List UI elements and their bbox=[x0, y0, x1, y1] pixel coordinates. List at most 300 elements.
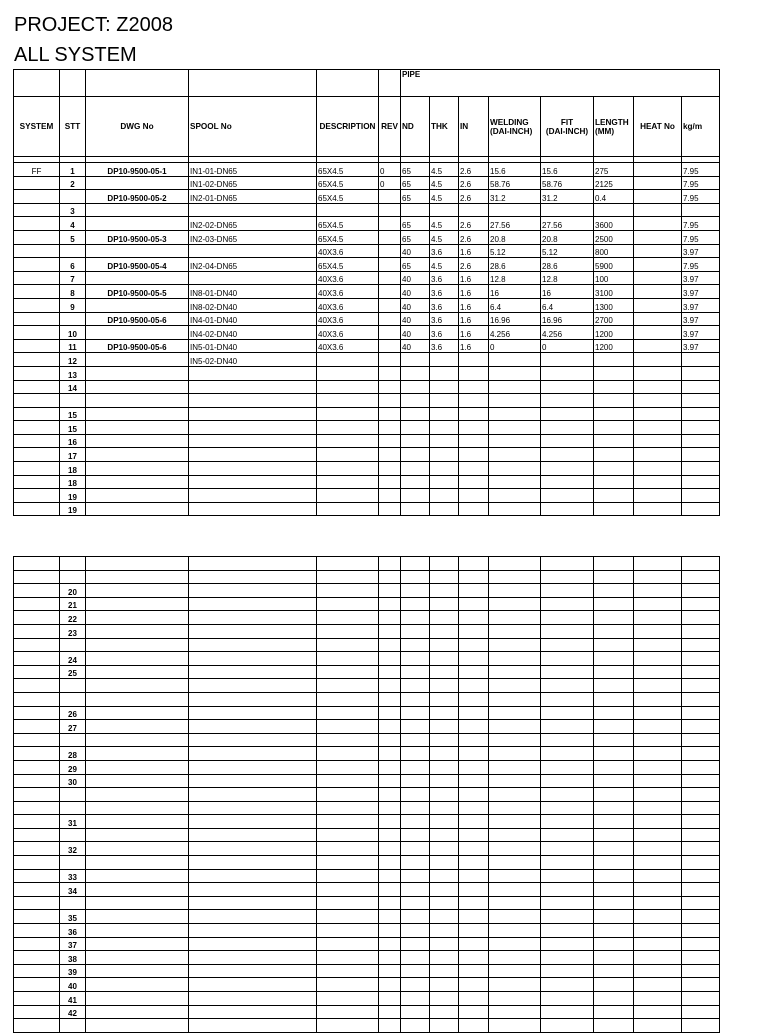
cell-len: 3600 bbox=[594, 217, 634, 231]
table-row bbox=[14, 584, 720, 598]
cell-thk: 4.5 bbox=[430, 217, 459, 231]
cell-empty bbox=[86, 978, 189, 992]
cell-len: 2125 bbox=[594, 176, 634, 190]
cell-spool: IN2-04-DN65 bbox=[189, 258, 317, 272]
cell-empty bbox=[489, 828, 541, 842]
cell-empty bbox=[430, 624, 459, 638]
cell-heat bbox=[634, 407, 682, 421]
cell-empty bbox=[634, 584, 682, 598]
cell-empty bbox=[430, 856, 459, 870]
cell-empty bbox=[317, 924, 379, 938]
cell-empty bbox=[379, 924, 401, 938]
cell-empty bbox=[489, 652, 541, 666]
cell-empty bbox=[86, 815, 189, 829]
cell-thk: 3.6 bbox=[430, 285, 459, 299]
cell-stt: 23 bbox=[60, 624, 86, 638]
cell-stt: 6 bbox=[60, 258, 86, 272]
col-welding: WELDING (DAI-INCH) bbox=[489, 97, 541, 157]
cell-empty bbox=[317, 801, 379, 815]
cell-empty bbox=[594, 760, 634, 774]
cell-thk bbox=[430, 434, 459, 448]
cell-empty bbox=[14, 788, 60, 802]
col-heat-no: HEAT No bbox=[634, 97, 682, 157]
cell-stt: 36 bbox=[60, 924, 86, 938]
cell-desc bbox=[317, 489, 379, 503]
cell-empty bbox=[682, 706, 720, 720]
cell-empty bbox=[489, 883, 541, 897]
cell-kgm: 7.95 bbox=[682, 217, 720, 231]
cell-empty bbox=[634, 924, 682, 938]
table-row bbox=[14, 611, 720, 625]
cell-dwg bbox=[86, 462, 189, 476]
cell-desc: 40X3.6 bbox=[317, 271, 379, 285]
cell-empty bbox=[14, 557, 60, 571]
cell-empty bbox=[379, 1019, 401, 1033]
cell-empty bbox=[189, 733, 317, 747]
cell-heat bbox=[634, 353, 682, 367]
cell-empty bbox=[189, 692, 317, 706]
cell-empty bbox=[317, 706, 379, 720]
cell-empty bbox=[459, 611, 489, 625]
cell-empty bbox=[430, 992, 459, 1006]
cell-empty bbox=[682, 747, 720, 761]
cell-stt: 32 bbox=[60, 842, 86, 856]
cell-empty bbox=[594, 652, 634, 666]
cell-empty bbox=[401, 611, 430, 625]
cell-empty bbox=[594, 1019, 634, 1033]
cell-desc: 65X4.5 bbox=[317, 163, 379, 177]
cell-empty bbox=[489, 842, 541, 856]
cell-empty bbox=[317, 597, 379, 611]
cell-fit: 58.76 bbox=[541, 176, 594, 190]
cell-empty bbox=[86, 951, 189, 965]
cell-empty bbox=[317, 652, 379, 666]
cell-heat bbox=[634, 394, 682, 408]
cell-empty bbox=[401, 638, 430, 652]
cell-in bbox=[459, 448, 489, 462]
cell-stt: 4 bbox=[60, 217, 86, 231]
cell-empty bbox=[317, 665, 379, 679]
cell-empty bbox=[430, 964, 459, 978]
cell-desc bbox=[317, 448, 379, 462]
cell-len bbox=[594, 366, 634, 380]
cell-empty bbox=[459, 924, 489, 938]
table-row bbox=[14, 978, 720, 992]
cell-rev: 0 bbox=[379, 176, 401, 190]
cell-empty bbox=[317, 788, 379, 802]
table-row bbox=[14, 964, 720, 978]
cell-stt: 41 bbox=[60, 992, 86, 1006]
cell-in bbox=[459, 489, 489, 503]
cell-empty bbox=[189, 747, 317, 761]
table-row bbox=[14, 421, 720, 435]
cell-weld: 12.8 bbox=[489, 271, 541, 285]
cell-empty bbox=[86, 638, 189, 652]
cell-empty bbox=[430, 801, 459, 815]
cell-empty bbox=[459, 815, 489, 829]
cell-empty bbox=[634, 597, 682, 611]
cell-kgm bbox=[682, 394, 720, 408]
table-row bbox=[14, 597, 720, 611]
cell-stt: 8 bbox=[60, 285, 86, 299]
cell-empty bbox=[430, 815, 459, 829]
cell-rev: 0 bbox=[379, 163, 401, 177]
cell-empty bbox=[14, 665, 60, 679]
cell-empty bbox=[459, 896, 489, 910]
cell-empty bbox=[541, 597, 594, 611]
cell-in: 1.6 bbox=[459, 312, 489, 326]
cell-kgm bbox=[682, 475, 720, 489]
cell-empty bbox=[401, 937, 430, 951]
cell-empty bbox=[489, 692, 541, 706]
pipe-group-header-row bbox=[14, 70, 720, 97]
cell-stt bbox=[60, 570, 86, 584]
cell-empty bbox=[430, 978, 459, 992]
cell-empty bbox=[189, 801, 317, 815]
cell-in bbox=[459, 462, 489, 476]
cell-empty bbox=[379, 570, 401, 584]
cell-empty bbox=[634, 1005, 682, 1019]
cell-empty bbox=[401, 869, 430, 883]
cell-nd: 40 bbox=[401, 271, 430, 285]
cell-system bbox=[14, 190, 60, 204]
cell-weld bbox=[489, 366, 541, 380]
cell-in: 2.6 bbox=[459, 230, 489, 244]
cell-empty bbox=[459, 1019, 489, 1033]
cell-empty bbox=[317, 760, 379, 774]
cell-desc: 40X3.6 bbox=[317, 312, 379, 326]
cell-kgm: 3.97 bbox=[682, 312, 720, 326]
cell-nd: 65 bbox=[401, 176, 430, 190]
cell-heat bbox=[634, 230, 682, 244]
cell-empty bbox=[594, 828, 634, 842]
cell-thk: 4.5 bbox=[430, 190, 459, 204]
cell-empty bbox=[594, 869, 634, 883]
cell-stt: 22 bbox=[60, 611, 86, 625]
cell-empty bbox=[594, 992, 634, 1006]
cell-empty bbox=[86, 611, 189, 625]
cell-nd bbox=[401, 203, 430, 217]
cell-empty bbox=[634, 774, 682, 788]
cell-stt bbox=[60, 788, 86, 802]
cell-empty bbox=[541, 1019, 594, 1033]
cell-empty bbox=[14, 964, 60, 978]
cell-kgm bbox=[682, 366, 720, 380]
cell-empty bbox=[430, 883, 459, 897]
cell-empty bbox=[430, 760, 459, 774]
cell-empty bbox=[379, 856, 401, 870]
cell-heat bbox=[634, 489, 682, 503]
cell-desc bbox=[317, 407, 379, 421]
table-row bbox=[14, 788, 720, 802]
cell-empty bbox=[189, 978, 317, 992]
table-row bbox=[14, 828, 720, 842]
table-row bbox=[14, 366, 720, 380]
cell-empty bbox=[317, 720, 379, 734]
cell-stt: 30 bbox=[60, 774, 86, 788]
cell-empty bbox=[14, 638, 60, 652]
cell-nd bbox=[401, 434, 430, 448]
cell-stt bbox=[60, 733, 86, 747]
cell-empty bbox=[594, 720, 634, 734]
cell-thk bbox=[430, 353, 459, 367]
cell-empty bbox=[459, 557, 489, 571]
cell-empty bbox=[401, 624, 430, 638]
cell-empty bbox=[489, 951, 541, 965]
cell-empty bbox=[379, 747, 401, 761]
cell-empty bbox=[594, 692, 634, 706]
cell-fit: 6.4 bbox=[541, 298, 594, 312]
cell-empty bbox=[430, 828, 459, 842]
cell-empty bbox=[14, 815, 60, 829]
cell-stt: 38 bbox=[60, 951, 86, 965]
cell-empty bbox=[459, 828, 489, 842]
cell-empty bbox=[489, 584, 541, 598]
cell-empty bbox=[189, 570, 317, 584]
cell-empty bbox=[594, 815, 634, 829]
cell-fit bbox=[541, 353, 594, 367]
cell-empty bbox=[189, 584, 317, 598]
cell-system bbox=[14, 176, 60, 190]
cell-len: 2500 bbox=[594, 230, 634, 244]
cell-empty bbox=[430, 869, 459, 883]
cell-in bbox=[459, 394, 489, 408]
cell-empty bbox=[594, 924, 634, 938]
cell-stt: 34 bbox=[60, 883, 86, 897]
cell-thk: 4.5 bbox=[430, 163, 459, 177]
cell-stt: 28 bbox=[60, 747, 86, 761]
cell-dwg bbox=[86, 380, 189, 394]
cell-spool: IN2-01-DN65 bbox=[189, 190, 317, 204]
table-row bbox=[14, 856, 720, 870]
cell-empty bbox=[541, 611, 594, 625]
cell-empty bbox=[189, 638, 317, 652]
cell-weld bbox=[489, 394, 541, 408]
cell-empty bbox=[14, 760, 60, 774]
cell-empty bbox=[14, 869, 60, 883]
table-row bbox=[14, 760, 720, 774]
cell-empty bbox=[634, 856, 682, 870]
cell-in: 2.6 bbox=[459, 217, 489, 231]
cell-empty bbox=[459, 883, 489, 897]
cell-empty bbox=[86, 1005, 189, 1019]
cell-fit: 5.12 bbox=[541, 244, 594, 258]
cell-rev bbox=[379, 421, 401, 435]
cell-stt: 29 bbox=[60, 760, 86, 774]
table-row bbox=[14, 706, 720, 720]
cell-len: 1200 bbox=[594, 339, 634, 353]
cell-desc: 65X4.5 bbox=[317, 190, 379, 204]
cell-empty bbox=[459, 679, 489, 693]
cell-kgm: 7.95 bbox=[682, 176, 720, 190]
cell-empty bbox=[634, 978, 682, 992]
cell-empty bbox=[86, 964, 189, 978]
cell-empty bbox=[189, 815, 317, 829]
cell-system bbox=[14, 217, 60, 231]
cell-fit bbox=[541, 366, 594, 380]
cell-empty bbox=[430, 733, 459, 747]
cell-empty bbox=[430, 747, 459, 761]
cell-empty bbox=[317, 869, 379, 883]
cell-empty bbox=[430, 788, 459, 802]
cell-empty bbox=[594, 665, 634, 679]
cell-stt: 2 bbox=[60, 176, 86, 190]
cell-len bbox=[594, 489, 634, 503]
cell-len: 100 bbox=[594, 271, 634, 285]
cell-heat bbox=[634, 326, 682, 340]
col-stt: STT bbox=[60, 97, 86, 157]
cell-spool bbox=[189, 394, 317, 408]
cell-empty bbox=[459, 992, 489, 1006]
table-row bbox=[14, 557, 720, 571]
cell-empty bbox=[14, 910, 60, 924]
cell-rev bbox=[379, 475, 401, 489]
cell-desc: 65X4.5 bbox=[317, 230, 379, 244]
cell-empty bbox=[86, 720, 189, 734]
cell-in: 2.6 bbox=[459, 258, 489, 272]
col-kg-per-m: kg/m bbox=[682, 97, 720, 157]
cell-stt: 13 bbox=[60, 366, 86, 380]
cell-stt: 9 bbox=[60, 298, 86, 312]
cell-len: 2700 bbox=[594, 312, 634, 326]
cell-desc bbox=[317, 353, 379, 367]
cell-rev bbox=[379, 190, 401, 204]
cell-empty bbox=[317, 828, 379, 842]
cell-empty bbox=[682, 774, 720, 788]
cell-empty bbox=[634, 652, 682, 666]
cell-kgm bbox=[682, 421, 720, 435]
cell-empty bbox=[594, 801, 634, 815]
cell-empty bbox=[189, 774, 317, 788]
cell-empty bbox=[594, 788, 634, 802]
cell-empty bbox=[594, 937, 634, 951]
cell-empty bbox=[430, 924, 459, 938]
table-row bbox=[14, 774, 720, 788]
cell-system bbox=[14, 244, 60, 258]
cell-rev bbox=[379, 244, 401, 258]
cell-heat bbox=[634, 502, 682, 516]
cell-empty bbox=[14, 924, 60, 938]
cell-stt bbox=[60, 896, 86, 910]
cell-desc bbox=[317, 462, 379, 476]
cell-in bbox=[459, 366, 489, 380]
cell-heat bbox=[634, 244, 682, 258]
cell-weld: 58.76 bbox=[489, 176, 541, 190]
cell-empty bbox=[401, 883, 430, 897]
cell-empty bbox=[682, 665, 720, 679]
cell-dwg: DP10-9500-05-2 bbox=[86, 190, 189, 204]
cell-system bbox=[14, 258, 60, 272]
cell-empty bbox=[489, 638, 541, 652]
cell-desc: 40X3.6 bbox=[317, 339, 379, 353]
cell-kgm: 3.97 bbox=[682, 298, 720, 312]
cell-in bbox=[459, 434, 489, 448]
cell-empty bbox=[379, 584, 401, 598]
cell-len bbox=[594, 407, 634, 421]
cell-empty bbox=[379, 937, 401, 951]
cell-empty bbox=[634, 733, 682, 747]
cell-empty bbox=[189, 679, 317, 693]
cell-weld bbox=[489, 448, 541, 462]
cell-empty bbox=[682, 883, 720, 897]
cell-empty bbox=[379, 978, 401, 992]
cell-stt: 14 bbox=[60, 380, 86, 394]
cell-empty bbox=[430, 910, 459, 924]
cell-dwg bbox=[86, 448, 189, 462]
cell-empty bbox=[430, 842, 459, 856]
table-row bbox=[14, 203, 720, 217]
cell-empty bbox=[541, 910, 594, 924]
cell-weld bbox=[489, 489, 541, 503]
cell-empty bbox=[682, 720, 720, 734]
table-row bbox=[14, 747, 720, 761]
cell-empty bbox=[379, 992, 401, 1006]
cell-empty bbox=[189, 951, 317, 965]
cell-empty bbox=[489, 937, 541, 951]
cell-empty bbox=[541, 557, 594, 571]
cell-dwg bbox=[86, 407, 189, 421]
col-nd: ND bbox=[401, 97, 430, 157]
cell-kgm bbox=[682, 380, 720, 394]
cell-empty bbox=[489, 1019, 541, 1033]
cell-stt: 25 bbox=[60, 665, 86, 679]
cell-spool: IN8-02-DN40 bbox=[189, 298, 317, 312]
cell-empty bbox=[594, 557, 634, 571]
cell-empty bbox=[86, 788, 189, 802]
cell-empty bbox=[594, 584, 634, 598]
cell-in: 1.6 bbox=[459, 285, 489, 299]
col-thk: THK bbox=[430, 97, 459, 157]
table-row bbox=[14, 937, 720, 951]
cell-weld: 16 bbox=[489, 285, 541, 299]
cell-empty bbox=[459, 570, 489, 584]
cell-empty bbox=[541, 638, 594, 652]
cell-nd bbox=[401, 394, 430, 408]
cell-empty bbox=[594, 951, 634, 965]
cell-dwg bbox=[86, 502, 189, 516]
cell-empty bbox=[14, 720, 60, 734]
table-row bbox=[14, 217, 720, 231]
cell-heat bbox=[634, 434, 682, 448]
cell-system bbox=[14, 366, 60, 380]
cell-empty bbox=[317, 557, 379, 571]
cell-empty bbox=[86, 733, 189, 747]
cell-empty bbox=[14, 842, 60, 856]
cell-weld: 31.2 bbox=[489, 190, 541, 204]
table-row bbox=[14, 244, 720, 258]
cell-system bbox=[14, 394, 60, 408]
cell-weld: 0 bbox=[489, 339, 541, 353]
pipe-group-label: PIPE bbox=[401, 70, 720, 97]
cell-nd: 65 bbox=[401, 163, 430, 177]
cell-empty bbox=[682, 611, 720, 625]
table-row bbox=[14, 312, 720, 326]
cell-weld: 5.12 bbox=[489, 244, 541, 258]
cell-empty bbox=[317, 679, 379, 693]
cell-thk: 3.6 bbox=[430, 312, 459, 326]
cell-empty bbox=[189, 597, 317, 611]
cell-system bbox=[14, 271, 60, 285]
cell-fit bbox=[541, 380, 594, 394]
cell-spool: IN4-01-DN40 bbox=[189, 312, 317, 326]
cell-empty bbox=[379, 665, 401, 679]
cell-empty bbox=[682, 733, 720, 747]
cell-empty bbox=[401, 801, 430, 815]
cell-heat bbox=[634, 339, 682, 353]
cell-system bbox=[14, 353, 60, 367]
cell-empty bbox=[541, 1005, 594, 1019]
cell-thk: 4.5 bbox=[430, 230, 459, 244]
